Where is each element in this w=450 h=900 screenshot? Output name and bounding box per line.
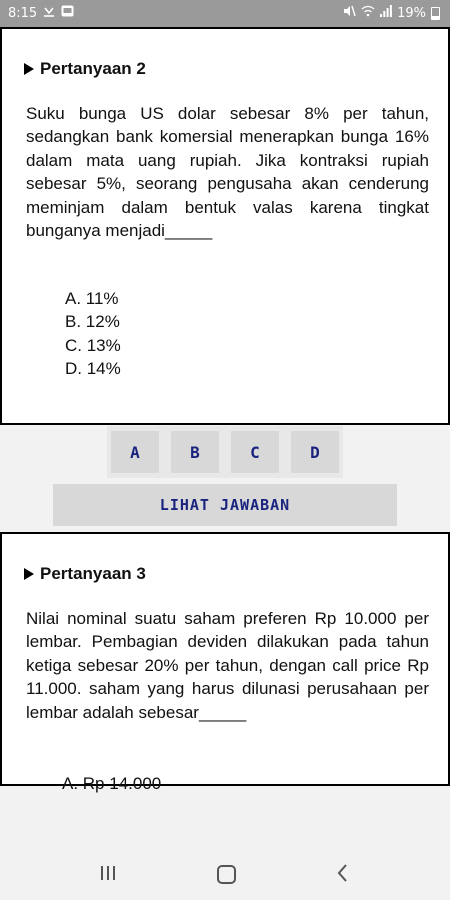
option-b: B. 12% <box>65 312 120 332</box>
battery-icon <box>431 7 440 20</box>
signal-icon <box>380 5 392 21</box>
answer-button-c[interactable]: C <box>231 431 279 473</box>
answer-button-a[interactable]: A <box>111 431 159 473</box>
answer-buttons <box>107 426 343 478</box>
mute-icon <box>343 5 356 21</box>
battery-percent: 19% <box>397 5 426 21</box>
play-triangle-icon <box>24 63 34 75</box>
options-list <box>65 287 121 381</box>
show-answer-button[interactable]: LIHAT JAWABAN <box>53 484 397 526</box>
wifi-icon <box>361 5 375 21</box>
question-text: Suku bunga US dolar sebesar 8% per tahun, sedangkan bank komersial menerapkan bunga 16% dalam mata uang rupiah. Jika kontraksi rupiah sebesar 5%, seorang pengusaha akan cenderung meminjam dalam bentuk valas karena tingkat bunganya menjadi_____ <box>26 104 429 241</box>
home-icon[interactable] <box>217 865 236 884</box>
option-a-partial: A. Rp 14.000 <box>62 774 162 793</box>
question-title: Pertanyaan 3 <box>40 564 146 583</box>
play-triangle-icon <box>24 568 34 580</box>
status-time: 8:15 <box>8 5 38 21</box>
download-icon <box>43 5 55 21</box>
image-icon <box>61 5 74 21</box>
answer-button-d[interactable]: D <box>291 431 339 473</box>
option-c: C. 13% <box>65 335 121 355</box>
question-card-2 <box>0 27 450 425</box>
status-left <box>8 5 74 21</box>
question-heading <box>24 564 146 584</box>
status-right <box>343 5 440 21</box>
answer-button-b[interactable]: B <box>171 431 219 473</box>
recents-icon[interactable] <box>101 866 115 880</box>
question-card-3 <box>0 532 450 793</box>
question-title: Pertanyaan 2 <box>40 59 146 78</box>
back-icon[interactable] <box>336 863 348 888</box>
option-d: D. 14% <box>65 359 121 379</box>
navigation-bar <box>0 850 450 900</box>
status-bar <box>0 0 450 27</box>
question-text: Nilai nominal suatu saham preferen Rp 10.000 per lembar. Pembagian deviden dilakukan pada tahun ketiga sebesar 20% per tahun, dengan call price Rp 11.000. saham yang harus dilunasi perusahaan per lembar adalah sebesar_____ <box>26 609 429 722</box>
question-heading <box>24 59 146 79</box>
option-a: A. 11% <box>65 289 119 308</box>
content-scroll[interactable] <box>0 27 450 793</box>
